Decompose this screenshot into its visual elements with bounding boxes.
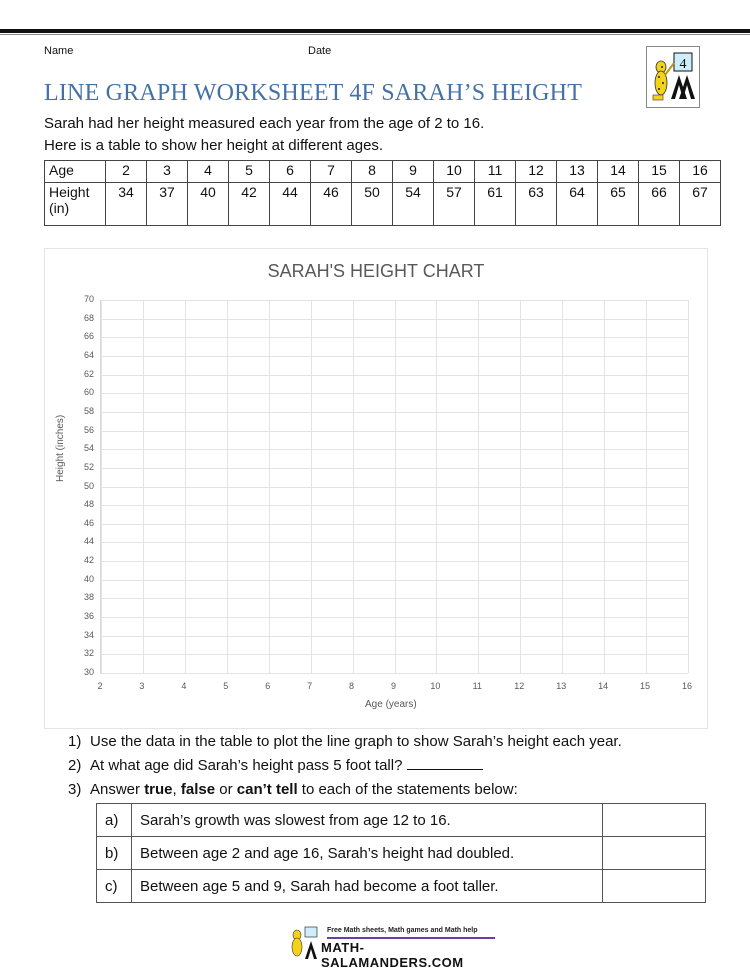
footer-divider	[327, 937, 495, 939]
question-number: 2)	[68, 757, 82, 774]
x-tick-label: 4	[181, 681, 187, 691]
y-tick-label: 36	[83, 611, 94, 622]
question-text: Use the data in the table to plot the line graph to show Sarah’s height each year.	[90, 733, 622, 750]
y-tick-label: 66	[83, 331, 94, 342]
grid-line-vertical	[143, 300, 144, 673]
table-cell: 2	[106, 161, 147, 183]
y-tick-label: 62	[83, 368, 94, 379]
grid-line-horizontal	[101, 673, 688, 674]
grid-line-vertical	[185, 300, 186, 673]
x-tick-label: 8	[349, 681, 355, 691]
y-axis-label: Height (inches)	[55, 414, 66, 482]
table-cell: 40	[188, 183, 229, 226]
x-axis-label: Age (years)	[365, 699, 417, 710]
table-cell: 61	[475, 183, 516, 226]
grid-line-vertical	[478, 300, 479, 673]
table-cell: 66	[639, 183, 680, 226]
intro-line-2: Here is a table to show her height at different ages.	[44, 137, 384, 154]
table-cell: 67	[680, 183, 721, 226]
table-row-age	[45, 161, 721, 183]
table-cell: 34	[106, 183, 147, 226]
table-cell: 6	[270, 161, 311, 183]
x-tick-label: 13	[556, 681, 567, 691]
table-cell: 42	[229, 183, 270, 226]
answer-blank[interactable]	[407, 757, 483, 770]
grid-line-vertical	[646, 300, 647, 673]
top-rule-thin	[0, 34, 750, 35]
table-cell: 13	[557, 161, 598, 183]
table-cell: 5	[229, 161, 270, 183]
statement-text: Between age 2 and age 16, Sarah’s height had doubled.	[132, 837, 603, 870]
plot-area[interactable]	[100, 300, 688, 674]
table-cell: 15	[639, 161, 680, 183]
x-tick-label: 12	[514, 681, 525, 691]
grid-line-vertical	[688, 300, 689, 673]
table-cell: 50	[352, 183, 393, 226]
y-tick-label: 70	[83, 294, 94, 304]
y-tick-label: 54	[83, 443, 94, 454]
grid-line-vertical	[311, 300, 312, 673]
y-tick-label: 38	[83, 592, 94, 603]
question-text: At what age did Sarah’s height pass 5 foot tall?	[90, 757, 403, 774]
table-cell: 11	[475, 161, 516, 183]
footer-logo[interactable]	[287, 925, 503, 970]
y-tick-label: 48	[83, 499, 94, 510]
table-cell: 63	[516, 183, 557, 226]
grid-line-vertical	[227, 300, 228, 673]
table-cell: 46	[311, 183, 352, 226]
table-cell: 4	[188, 161, 229, 183]
statement-row	[97, 837, 706, 870]
y-tick-label: 32	[83, 648, 94, 659]
statement-label: c)	[97, 870, 132, 903]
salamander-logo	[646, 46, 700, 108]
y-tick-label: 58	[83, 405, 94, 416]
statement-row	[97, 870, 706, 903]
y-tick-label: 50	[83, 480, 94, 491]
y-tick-label: 46	[83, 517, 94, 528]
y-tick-label: 30	[83, 667, 94, 677]
grid-line-vertical	[395, 300, 396, 673]
y-tick-label: 42	[83, 555, 94, 566]
name-label: Name	[44, 45, 74, 57]
grid-line-vertical	[269, 300, 270, 673]
x-tick-label: 3	[139, 681, 145, 691]
y-tick-label: 64	[83, 349, 94, 360]
y-tick-label: 40	[83, 573, 94, 584]
statement-label: a)	[97, 804, 132, 837]
question-3	[68, 781, 518, 798]
height-data-table	[44, 160, 721, 226]
height-chart	[44, 248, 708, 729]
table-cell: 44	[270, 183, 311, 226]
statement-text: Between age 5 and 9, Sarah had become a foot taller.	[132, 870, 603, 903]
page-title: LINE GRAPH WORKSHEET 4F SARAH’S HEIGHT	[44, 80, 583, 106]
chart-title: SARAH'S HEIGHT CHART	[267, 261, 485, 281]
table-cell: 37	[147, 183, 188, 226]
keyword-true: true	[144, 781, 173, 798]
grid-line-vertical	[353, 300, 354, 673]
x-tick-label: 2	[97, 681, 103, 691]
y-tick-label: 60	[83, 387, 94, 398]
x-tick-label: 7	[307, 681, 313, 691]
x-tick-label: 9	[390, 681, 396, 691]
question-text: to each of the statements below:	[297, 781, 518, 798]
keyword-cant-tell: can’t tell	[236, 781, 298, 798]
table-cell: 9	[393, 161, 434, 183]
statement-answer-cell[interactable]	[603, 804, 706, 837]
x-tick-label: 16	[681, 681, 692, 691]
table-cell: 57	[434, 183, 475, 226]
grid-line-vertical	[562, 300, 563, 673]
x-tick-label: 11	[472, 681, 483, 691]
table-cell: 64	[557, 183, 598, 226]
statement-answer-cell[interactable]	[603, 870, 706, 903]
y-tick-label: 34	[83, 629, 94, 640]
table-cell: 3	[147, 161, 188, 183]
y-tick-label: 52	[83, 461, 94, 472]
separator: or	[215, 781, 237, 798]
grid-line-vertical	[101, 300, 102, 673]
table-row-height	[45, 183, 721, 226]
table-cell: 12	[516, 161, 557, 183]
table-cell: 16	[680, 161, 721, 183]
question-1	[68, 733, 622, 750]
x-tick-label: 15	[640, 681, 651, 691]
keyword-false: false	[180, 781, 216, 798]
statement-row	[97, 804, 706, 837]
table-cell: 14	[598, 161, 639, 183]
statements-table	[96, 803, 706, 903]
x-tick-label: 10	[430, 681, 441, 691]
y-tick-label: 68	[83, 312, 94, 323]
intro-line-1: Sarah had her height measured each year from the age of 2 to 16.	[44, 115, 485, 132]
grid-line-vertical	[604, 300, 605, 673]
row-header-height: Height (in)	[45, 183, 106, 226]
separator: ,	[172, 781, 181, 798]
svg-text:4: 4	[679, 57, 687, 72]
table-cell: 7	[311, 161, 352, 183]
question-2	[68, 757, 483, 774]
footer-tagline: Free Math sheets, Math games and Math help	[327, 927, 478, 934]
row-header-age: Age	[45, 161, 106, 183]
table-cell: 65	[598, 183, 639, 226]
salamander-footer-icon	[287, 925, 321, 961]
grid-line-vertical	[436, 300, 437, 673]
table-cell: 8	[352, 161, 393, 183]
grid-line-vertical	[520, 300, 521, 673]
question-text: Answer	[90, 781, 145, 798]
table-cell: 10	[434, 161, 475, 183]
salamander-easel-icon	[647, 47, 699, 107]
footer-brand: MATH-SALAMANDERS.COM	[321, 940, 464, 970]
x-tick-label: 5	[223, 681, 229, 691]
y-tick-label: 56	[83, 424, 94, 435]
date-label: Date	[308, 45, 332, 57]
question-number: 3)	[68, 781, 82, 798]
statement-answer-cell[interactable]	[603, 837, 706, 870]
x-tick-label: 14	[598, 681, 609, 691]
top-rule	[0, 29, 750, 33]
statement-label: b)	[97, 837, 132, 870]
y-tick-label: 44	[83, 536, 94, 547]
x-tick-label: 6	[265, 681, 271, 691]
table-cell: 54	[393, 183, 434, 226]
question-number: 1)	[68, 733, 82, 750]
statement-text: Sarah’s growth was slowest from age 12 to 16.	[132, 804, 603, 837]
